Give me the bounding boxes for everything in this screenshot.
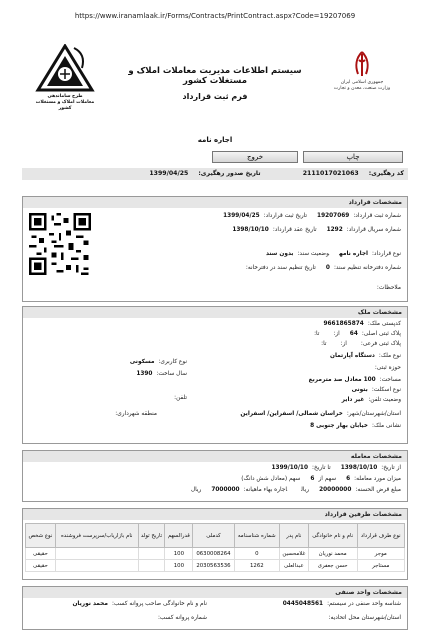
guild-id-value: 0445048561 [282, 601, 324, 607]
union-province-label: استان/شهرستان محل اتحادیه: [328, 615, 401, 621]
main-plate-value: 64 [349, 331, 358, 337]
skeleton-label: نوع اسکلت: [371, 387, 401, 393]
main-plate-from-label: از: [333, 331, 340, 337]
unit-type-value: دستگاه آپارتمان [330, 353, 375, 359]
table-cell: حسن جعفری [308, 560, 357, 572]
document-name: اجاره نامه [197, 136, 233, 144]
exit-button[interactable]: خروج [212, 151, 298, 163]
notes-row [377, 285, 401, 291]
guild-id-label: شناسه واحد صنفی در سیستم: [327, 601, 401, 607]
contract-type-label: نوع قرارداد: [371, 251, 401, 257]
share-of-label: سهم از [318, 476, 337, 482]
doc-status-value: بدون سند [265, 251, 294, 257]
property-section [22, 306, 408, 444]
license-number-label: شماره پروانه کسب: [157, 615, 207, 621]
guild-unit-section-heading: مشخصات واحد صنفی [23, 587, 407, 598]
guild-unit-section [22, 586, 408, 630]
form-title: فرم ثبت قرارداد [182, 92, 248, 101]
table-cell [55, 548, 138, 560]
office-row [232, 265, 401, 271]
parties-column-header: نام پدر [279, 524, 308, 548]
parties-table [25, 523, 405, 572]
issue-date-label: تاریخ صدور رهگیری: [198, 170, 261, 177]
table-cell: محمد نوریان [308, 548, 357, 560]
office-number-value: 0 [325, 265, 330, 271]
phone-status-label: وضعیت تلفن: [368, 397, 401, 403]
form-header [28, 40, 402, 120]
qr-code [29, 213, 91, 275]
iran-emblem-icon [350, 50, 374, 78]
table-cell: 100 [165, 548, 193, 560]
area-value: 100 معادل صد مترمربع [308, 377, 376, 383]
table-cell: مستاجر [357, 560, 404, 572]
ministry-emblem [332, 50, 392, 110]
office-date-label: تاریخ تنظیم سند در دفترخانه: [245, 265, 316, 271]
deposit-currency: ریال [301, 487, 310, 493]
office-number-label: شماره دفترخانه تنظیم سند: [333, 265, 401, 271]
parties-column-header: قدرالسهم [165, 524, 193, 548]
table-cell: 0 [234, 548, 279, 560]
phone-label: تلفن: [174, 395, 187, 401]
usage-label: نوع کاربری: [158, 359, 187, 365]
contract-section [22, 196, 408, 302]
table-cell: 2030563536 [193, 560, 234, 572]
deposit-label: مبلغ قرض الحسنه: [355, 487, 401, 493]
area-label: مساحت: [379, 377, 401, 383]
table-cell: غلامحسین [279, 548, 308, 560]
build-year-label: سال ساخت: [156, 371, 187, 377]
table-row [26, 560, 405, 572]
emblem-caption-2: وزارت صنعت، معدن و تجارت [333, 86, 391, 91]
contract-date-value: 1398/10/10 [232, 227, 269, 233]
organizer-logo-caption-2: معاملات املاک و مستغلات کشور [35, 100, 95, 111]
license-owner-label: نام و نام خانوادگی صاحب پروانه کسب: [111, 601, 207, 607]
sub-plate-from-label: از: [340, 341, 347, 347]
sub-plate-label: پلاک ثبتی فرعی: [360, 341, 401, 347]
skeleton-value: بتونی [351, 387, 368, 393]
serial-value: 1292 [326, 227, 343, 233]
registration-date-value: 1399/04/25 [223, 213, 260, 219]
from-date-value: 1398/10/10 [340, 465, 378, 471]
rent-currency: ریال [190, 487, 202, 493]
table-cell: موجر [357, 548, 404, 560]
page-url: https://www.iranamlaak.ir/Forms/Contracts/PrintContract.aspx?Code=19207069 [74, 12, 356, 20]
parties-section-heading: مشخصات طرفین قرارداد [23, 509, 407, 520]
table-cell: 1262 [234, 560, 279, 572]
parties-column-header: کدملی [193, 524, 234, 548]
to-date-value: 1399/10/10 [271, 465, 309, 471]
parties-column-header: نوع طرف قرارداد [357, 524, 404, 548]
print-button[interactable]: چاپ [303, 151, 403, 163]
province-label: استان/شهرستان/شهر: [346, 411, 401, 417]
serial-row [222, 227, 401, 233]
table-row [26, 548, 405, 560]
share-unit: سهم (معادل شش دانگ) [241, 476, 301, 482]
address-label: نشانی ملک: [371, 423, 401, 429]
serial-label: شماره سریال قرارداد: [346, 227, 401, 233]
parties-column-header: نام بازاریاب/سرپرست فروشنده [55, 524, 138, 548]
table-cell: 0630008264 [193, 548, 234, 560]
share-value: 6 [346, 476, 351, 482]
share-label: میزان مورد معامله: [354, 476, 401, 482]
parties-column-header: نام و نام خانوادگی [308, 524, 357, 548]
postal-code-value: 9661865874 [323, 321, 364, 327]
postal-code-label: کدپستی ملک: [367, 321, 401, 327]
issue-date-value: 1399/04/25 [149, 170, 189, 177]
emblem-caption-1: جمهوری اسلامی ایران [340, 80, 384, 85]
table-cell: حقیقی [26, 548, 56, 560]
tracking-code-value: 2111017021063 [302, 170, 359, 177]
contract-date-label: تاریخ عقد قرارداد: [272, 227, 317, 233]
tracking-code-label: کد رهگیری: [368, 170, 404, 177]
organizer-logo-caption-1: طرح ساماندهی [47, 94, 83, 99]
contract-type-row [256, 251, 401, 257]
usage-value: مسکونی [129, 359, 155, 365]
table-cell: حقیقی [26, 560, 56, 572]
address-value: خیابان بهار جنوبی 8 [310, 423, 368, 429]
organizer-logo [34, 44, 96, 118]
table-cell: 100 [165, 560, 193, 572]
registry-area-label: حوزه ثبتی: [374, 365, 401, 371]
rent-label: اجاره بهاء ماهیانه: [243, 487, 288, 493]
from-date-label: از تاریخ: [381, 465, 401, 471]
registration-date-label: تاریخ ثبت قرارداد: [263, 213, 308, 219]
table-cell: عبدالعلی [279, 560, 308, 572]
parties-table-header [26, 524, 405, 548]
table-cell [55, 560, 138, 572]
notes-label: ملاحظات: [376, 285, 401, 291]
phone-status-value: غیر دایر [341, 397, 365, 403]
table-cell [138, 548, 165, 560]
main-plate-to-label: تا: [314, 331, 320, 337]
doc-status-label: وضعیت سند: [297, 251, 330, 257]
contract-number-label: شماره ثبت قرارداد: [353, 213, 401, 219]
organizer-logo-icon [34, 44, 96, 94]
table-cell [138, 560, 165, 572]
system-title: سیستم اطلاعات مدیریت معاملات املاک و مستغلات کشور [128, 66, 302, 86]
sub-plate-to-label: تا: [321, 341, 327, 347]
property-section-heading: مشخصات ملک [23, 307, 407, 318]
contract-section-heading: مشخصات قرارداد [23, 197, 407, 208]
contract-number-row [213, 213, 401, 219]
municipal-zone-label: منطقه شهرداری: [115, 411, 157, 417]
build-year-value: 1390 [136, 371, 153, 377]
deposit-value: 20000000 [319, 487, 352, 493]
province-value: خراسان شمالی/ اسفراین/ اسفراین [240, 411, 343, 417]
share-total: 6 [310, 476, 315, 482]
deal-section-heading: مشخصات معامله [23, 451, 407, 462]
parties-column-header: نوع شخص [26, 524, 56, 548]
contract-number-value: 19207069 [317, 213, 350, 219]
main-plate-label: پلاک ثبتی اصلی: [361, 331, 401, 337]
unit-type-label: نوع ملک: [378, 353, 401, 359]
contract-type-value: اجاره نامه [339, 251, 368, 257]
parties-column-header: شماره شناسنامه [234, 524, 279, 548]
tracking-bar [22, 168, 408, 180]
to-date-label: تا تاریخ: [312, 465, 331, 471]
deal-section [22, 450, 408, 502]
parties-section [22, 508, 408, 580]
parties-column-header: تاریخ تولد [138, 524, 165, 548]
license-owner-value: محمد نوریان [72, 601, 108, 607]
rent-value: 7000000 [211, 487, 240, 493]
